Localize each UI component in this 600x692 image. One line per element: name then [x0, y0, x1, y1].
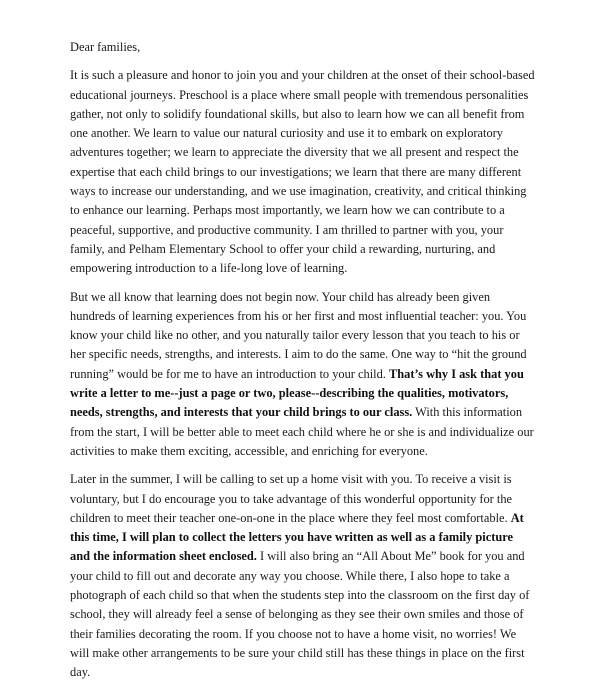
- paragraph-text: Later in the summer, I will be calling to set up a home visit with you. To receive a visit is voluntary, but I do encourage you to take advantage of this wonderful opportunity for the children to meet their teacher one-on-one in the place where they feel most comfortable.: [70, 472, 513, 525]
- salutation: Dear families,: [70, 40, 141, 54]
- letter-body: [70, 38, 536, 692]
- paragraph-text: With this information from the start, I will be better able to meet each child where he or she is and individualize our activities to make them exciting, accessible, and enriching for everyone.: [70, 405, 534, 458]
- bold-collection-text: At this time, I will plan to collect the letters you have written as well as a family picture and the information sheet enclosed.: [70, 510, 524, 564]
- paragraph-letter-request: [70, 288, 536, 462]
- paragraph-home-visit: [70, 470, 536, 682]
- paragraph-introduction: It is such a pleasure and honor to join you and your children at the onset of their school-based educational journeys. Preschool is a place where small people with tremendous personalities gather, not only to solidify foundational skills, but also to learn how we can all benefit from one another. We learn to value our natural curiosity and use it to embark on exploratory adventures together; we learn to appreciate the diversity that we all present and respect the expertise that each child brings to our investigations; we learn that there are many different ways to increase our understanding, and we use imagination, creativity, and critical thinking to enhance our learning. Perhaps most importantly, we learn how we can contribute to a peaceful, supportive, and productive community. I am thrilled to partner with you, your family, and Pelham Elementary School to offer your child a rewarding, nurturing, and empowering introduction to a life-long love of learning.: [70, 68, 535, 276]
- bold-request-text: That’s why I ask that you write a letter to me--just a page or two, please--describing the qualities, motivators, needs, strengths, and interests that your child brings to our class.: [70, 366, 524, 420]
- paragraph-text: I will also bring an “All About Me” book for you and your child to fill out and decorate any way you choose. While there, I also hope to take a photograph of each child so that when the students step into the classroom on the first day of school, they will already feel a sense of belonging as they see their own smiles and those of their families decorating the room. If you choose not to have a home visit, no worries! We will make other arrangements to be sure your child still has these things in place on the first day.: [70, 549, 530, 680]
- paragraph-text: But we all know that learning does not begin now. Your child has already been given hundreds of learning experiences from his or her first and most influential teacher: you. You know your child like no other, and you naturally tailor every lesson that you teach to his or her specific needs, strengths, and interests. I aim to do the same. One way to “hit the ground running” would be for me to have an introduction to your child.: [70, 289, 527, 381]
